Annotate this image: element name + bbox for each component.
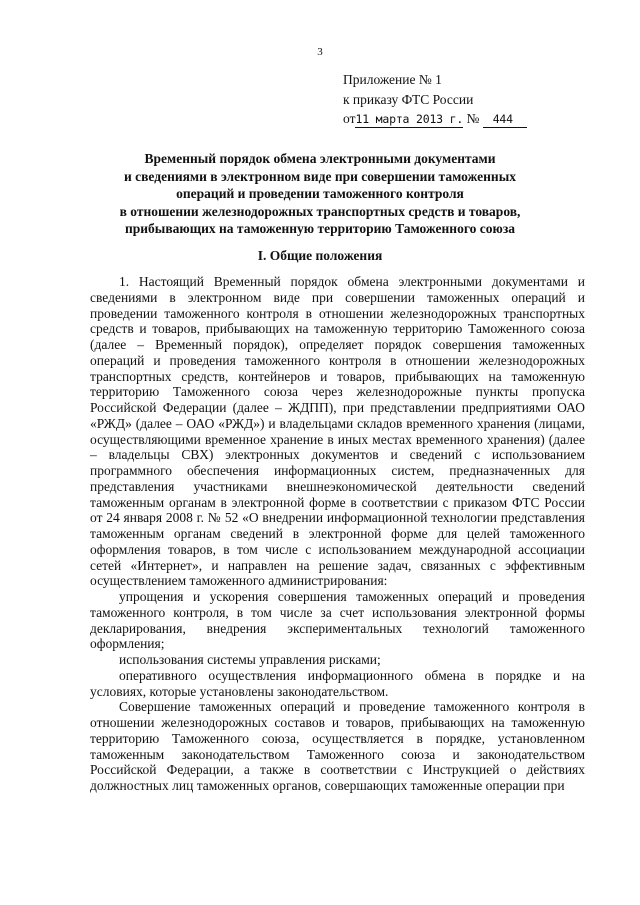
paragraph: оперативного осуществления информационного обмена в порядке и на условиях, которые установлены законодательством.: [90, 667, 585, 699]
paragraph: использования системы управления рисками;: [119, 652, 381, 667]
paragraph: Совершение таможенных операций и проведение таможенного контроля в отношении железнодорожных составов и товаров, прибывающих на таможенную территорию Таможенного союза, осуществляется в порядке, установленном таможенным законодательством Таможенного союза и законодательством Российской Федерации, а также в соответствии с Инструкцией о действиях должностных лиц таможенных органов, совершающих таможенные операции при: [90, 699, 585, 793]
title-line: операций и проведении таможенного контроля: [176, 186, 464, 202]
appendix-date-line: [343, 109, 527, 129]
title-line: и сведениями в электронном виде при совершении таможенных: [124, 168, 516, 184]
page-number: 3: [317, 46, 323, 58]
paragraph: 1. Настоящий Временный порядок обмена электронными документами и сведениями в электронном виде при совершении таможенных операций и проведении таможенного контроля в отношении железнодорожных транспортных средств и товаров, прибывающих на таможенную территорию Таможенного союза (далее – Временный порядок), определяет порядок совершения таможенных операций и проведения таможенного контроля в отношении железнодорожных транспортных средств, контейнеров и товаров, прибывающих на таможенную территорию Таможенного союза через железнодорожные пункты пропуска Российской Федерации (далее – ЖДПП), при представлении предприятиями ОАО «РЖД» (далее – ОАО «РЖД») и владельцами складов временного хранения (лицами, осуществляющими временное хранение в иных местах временного хранения) (далее – владельцы СВХ) электронных документов и сведений с использованием программного обеспечения информационных систем, предназначенных для представления участниками внешнеэкономической деятельности сведений таможенным органам в электронной форме в соответствии с приказом ФТС России от 24 января 2008 г. № 52 «О внедрении информационной технологии представления таможенным органам сведений в электронной форме для целей таможенного оформления товаров, в том числе с использованием международной ассоциации сетей «Интернет», и направлен на решение задач, связанных с эффективным осуществлением таможенного администрирования:: [90, 274, 585, 589]
title-line: прибывающих на таможенную территорию Таможенного союза: [124, 221, 515, 237]
appendix-order-reference: к приказу ФТС России: [343, 91, 474, 107]
number-prefix: №: [466, 111, 480, 126]
document-title: [0, 150, 640, 238]
title-line: Временный порядок обмена электронными документами: [144, 151, 496, 166]
appendix-title: Приложение № 1: [343, 72, 442, 87]
title-line: в отношении железнодорожных транспортных средств и товаров,: [119, 203, 521, 219]
date-prefix: от: [343, 111, 356, 126]
body-text: [90, 274, 585, 794]
order-number: 444: [483, 112, 527, 128]
paragraph: упрощения и ускорения совершения таможенных операций и проведения таможенного контроля, в том числе за счет использования электронной формы декларирования, внедрения экспериментальных технологий таможенного оформления;: [90, 589, 585, 652]
order-date: 11 марта 2013 г.: [355, 112, 464, 126]
section-heading: I. Общие положения: [257, 248, 383, 263]
appendix-block: [343, 70, 527, 129]
